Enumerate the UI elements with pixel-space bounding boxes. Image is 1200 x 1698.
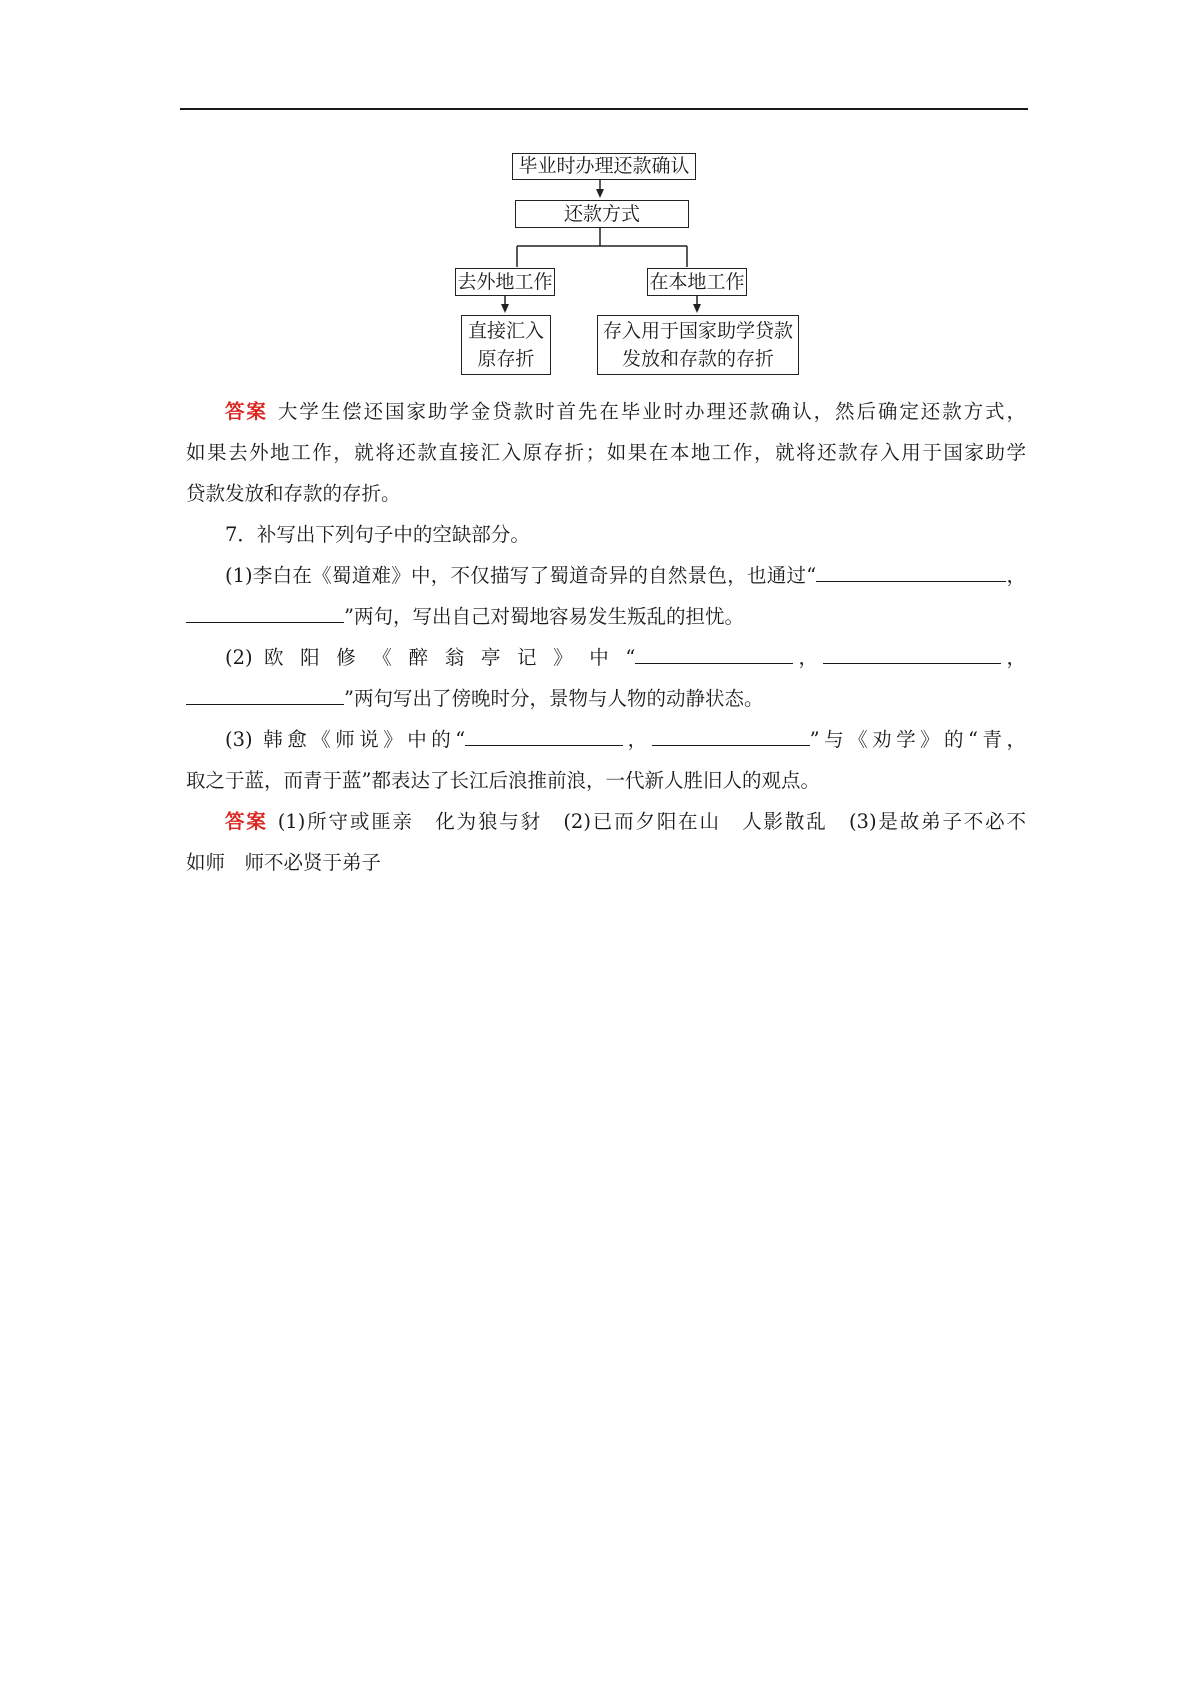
question-7-3-line2: 取之于蓝，而青于蓝”都表达了长江后浪推前浪，一代新人胜旧人的观点。 [186, 769, 820, 792]
answer-6-text1: 大学生偿还国家助学金贷款时首先在毕业时办理还款确认，然后确定还款方式， [277, 400, 1026, 423]
q3-text-a: (3) 韩愈《师说》中的“ [225, 728, 466, 751]
q3-blank-1[interactable] [465, 723, 623, 746]
q1-blank-1[interactable] [816, 559, 1006, 582]
result-right-line2: 发放和存款的存折 [621, 348, 774, 370]
q3-blank-2[interactable] [652, 723, 810, 746]
answer-6-line1 [186, 391, 1026, 432]
flowchart-branch-other-city: 去外地工作 [455, 268, 555, 296]
q1-text-a: (1)李白在《蜀道难》中，不仅描写了蜀道奇异的自然景色，也通过“ [225, 564, 817, 587]
answer-7 [186, 801, 1026, 883]
question-7-3-line1 [186, 719, 1026, 760]
q2-blank-1[interactable] [635, 641, 793, 664]
answer-6 [186, 391, 1026, 514]
q1-comma: ， [1006, 564, 1026, 587]
answer-7-line2: 如师 师不必贤于弟子 [186, 851, 382, 874]
q2-blank-2[interactable] [823, 641, 1001, 664]
answer-6-line3: 贷款发放和存款的存折。 [186, 482, 401, 505]
q3-comma: ， [623, 728, 652, 751]
flowchart-result-original-passbook [461, 315, 551, 375]
q1-blank-2[interactable] [186, 600, 344, 623]
flowchart-step-repayment-method: 还款方式 [515, 200, 689, 228]
q2-blank-3[interactable] [186, 682, 344, 705]
answer-7-line1 [186, 801, 1026, 842]
question-7-2-line1 [186, 637, 1026, 678]
flowchart-result-loan-passbook [597, 315, 799, 375]
q1-text-b: ”两句，写出自己对蜀地容易发生叛乱的担忧。 [344, 605, 744, 628]
flowchart-step-repayment-confirm: 毕业时办理还款确认 [512, 153, 696, 180]
q2-comma-1: ， [793, 646, 824, 669]
answer-7-text1: (1)所守或匪亲 化为狼与豺 (2)已而夕阳在山 人影散乱 (3)是故弟子不必不 [277, 810, 1026, 833]
q3-text-b: ”与《劝学》的“青， [809, 728, 1026, 751]
answer-6-line2: 如果去外地工作，就将还款直接汇入原存折；如果在本地工作，就将还款存入用于国家助学 [186, 441, 1026, 464]
flowchart-branch-local: 在本地工作 [647, 268, 747, 296]
q2-text-b: ”两句写出了傍晚时分，景物与人物的动静状态。 [344, 687, 764, 710]
question-7-2-line2 [186, 678, 1026, 719]
answer-label: 答案 [225, 400, 268, 423]
question-7 [186, 514, 1026, 801]
answer-label: 答案 [225, 810, 268, 833]
q2-comma-2: ， [1001, 646, 1026, 669]
question-7-1-line1 [186, 555, 1026, 596]
question-7-1-line2 [186, 596, 1026, 637]
question-7-stem: 7．补写出下列句子中的空缺部分。 [225, 523, 530, 546]
result-left-line2: 原存折 [477, 348, 535, 370]
q2-text-a: (2) 欧 阳 修 《 醉 翁 亭 记 》 中 “ [225, 646, 636, 669]
result-right-line1: 存入用于国家助学贷款 [602, 320, 793, 342]
result-left-line1: 直接汇入 [467, 320, 544, 342]
